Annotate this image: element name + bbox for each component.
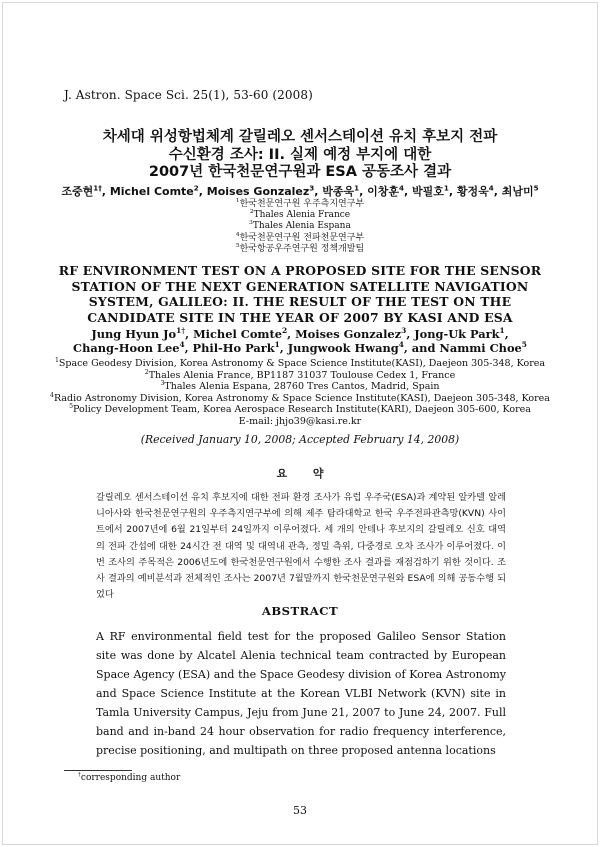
affiliation-text: 한국천문연구원 전파천문연구부 <box>239 232 365 243</box>
korean-affiliation <box>40 221 560 232</box>
english-title-line-1: RF ENVIRONMENT TEST ON A PROPOSED SITE FOR THE SENSOR <box>58 263 542 278</box>
korean-abstract-heading: 요 약 <box>276 467 324 480</box>
received-dates: (Received January 10, 2008; Accepted February 14, 2008) <box>140 433 460 446</box>
author-superscript: 2 <box>281 326 288 336</box>
footnote-text: corresponding author <box>80 773 181 783</box>
affiliation-superscript: 1 <box>235 198 240 204</box>
affiliation-superscript: 2 <box>249 209 254 216</box>
korean-author: Michel Comte <box>109 185 194 198</box>
author-superscript: 3 <box>401 326 407 336</box>
affiliation-text: Thales Alenia France, BP1187 31037 Toulouse Cedex 1, France <box>148 369 456 381</box>
author-superscript: 4 <box>399 183 405 193</box>
korean-author: 이창훈 <box>367 185 400 198</box>
page-number: 53 <box>293 804 307 817</box>
english-author: Nammi Choe <box>439 341 522 355</box>
affiliation-text: Space Geodesy Division, Korea Astronomy & Space Science Institute(KASI), Daejeon 305-348, Korea <box>58 358 546 369</box>
korean-affiliation <box>40 244 560 255</box>
affiliation-superscript: 1 <box>54 356 59 364</box>
english-author: Moises Gonzalez <box>295 327 402 341</box>
korean-author: 박필호 <box>412 185 444 198</box>
author-superscript: 1 <box>443 183 449 193</box>
english-affiliation <box>20 393 580 405</box>
korean-affiliation <box>40 233 560 244</box>
korean-author: 황정욱 <box>456 185 489 198</box>
korean-author-list: 조중현$^{1\dagger}$, Michel Comte$^2$, Moises Gonzalez$^3$, 박종욱$^1$, 이창훈$^4$, 박필호$^1$, 황정욱$^4$, 최남미$^5$ <box>61 183 539 198</box>
korean-affiliation <box>40 199 560 210</box>
english-affiliation <box>20 370 580 382</box>
english-author-list <box>40 327 560 355</box>
author-superscript: 4 <box>398 340 404 350</box>
footnote <box>78 773 180 783</box>
korean-author: 조중현 <box>61 185 94 198</box>
english-affiliation <box>20 358 580 370</box>
author-superscript: 1† <box>176 326 186 336</box>
author-superscript: 1 <box>274 340 280 350</box>
korean-author: 최남미 <box>501 185 534 198</box>
affiliation-text: Thales Alenia Espana, 28760 Tres Cantos, Madrid, Spain <box>164 381 440 392</box>
english-abstract-body <box>96 627 506 760</box>
journal-reference: J. Astron. Space Sci. 25(1), 53-60 (2008) <box>64 88 313 102</box>
english-author: Michel Comte <box>193 327 282 341</box>
english-affiliation <box>20 404 580 416</box>
english-abstract-text: A RF environmental field test for the proposed Galileo Sensor Station site was done by Alcatel Alenia technical team contracted by European Space Agency (ESA) and the Space Geodesy division of Korea Astronomy and Space Science Institute at the Korean VLBI Network (KVN) site in Tamla University Campus, Jeju from June 21, 2007 to June 24, 2007. Full band and in-band 24 hour observation for radio frequency interference, precise positioning, and multipath on three proposed antenna locations <box>96 630 506 757</box>
affiliation-text: Thales Alenia Espana <box>252 221 351 232</box>
affiliation-text: 한국항공우주연구원 정책개발팀 <box>239 243 365 254</box>
english-author: Chang-Hoon Lee <box>73 341 180 355</box>
author-superscript: 1 <box>354 183 360 193</box>
affiliation-text: Thales Alenia France <box>253 210 351 221</box>
footnote-mark: † <box>78 772 81 778</box>
english-title-line-4: CANDIDATE SITE IN THE YEAR OF 2007 BY KASI AND ESA <box>87 309 513 325</box>
korean-author: 박종욱 <box>322 185 355 198</box>
author-superscript: 4 <box>488 183 494 193</box>
english-author: Phil-Ho Park <box>192 341 275 355</box>
english-title-line-2: STATION OF THE NEXT GENERATION SATELLITE NAVIGATION <box>71 278 529 294</box>
affiliation-text: 한국천문연구원 우주측지연구부 <box>239 199 365 209</box>
affiliation-superscript: 3 <box>249 220 253 227</box>
korean-affiliations <box>40 199 560 255</box>
author-superscript: 3 <box>309 183 315 193</box>
email-address: E-mail: jhjo39@kasi.re.kr <box>238 415 362 427</box>
english-author: Jungwook Hwang <box>287 341 399 355</box>
korean-title-line-3: 2007년 한국천문연구원과 ESA 공동조사 결과 <box>148 164 452 180</box>
author-superscript: 4 <box>179 340 185 350</box>
korean-abstract-body: 갈릴레오 센서스테이션 유치 후보지에 대한 전파 환경 조사가 유럽 우주국(ESA)과 계약된 알카텔 알레니아사와 한국천문연구원의 우주측지연구부에 의해 제주 탐라대학교 한국 우주전파관측망(KVN) 사이트에서 2007년에 6월 21일부터 24일까지 이루어졌다. 세 개의 안테나 후보지의 갈릴레오 신호 대역의 전파 간섭에 대한 24시간 전 대역 및 대역내 관측, 정밀 측위, 다중경로 오차 조사가 이루어졌다. 이번 조사의 주목적은 2006년도에 한국천문연구원에서 수행한 조사 결과를 재점검하기 위한 것이다. 조사 결과의 예비분석과 전체적인 조사는 2007년 7월말까지 한국천문연구원와 ESA에 의해 공동수행 되었다 <box>96 492 506 601</box>
korean-affiliation <box>40 210 560 221</box>
affiliation-superscript: 2 <box>144 368 149 376</box>
affiliation-text: Policy Development Team, Korea Aerospace Research Institute(KARI), Daejeon 305-600, Korea <box>73 404 531 415</box>
english-affiliation <box>20 381 580 393</box>
affiliation-superscript: 3 <box>160 379 165 387</box>
english-author: Jung Hyun Jo <box>91 327 177 341</box>
affiliation-superscript: 5 <box>235 242 240 249</box>
english-authors-line-2: Chang-Hoon Lee$^4$, Phil-Ho Park$^1$, Jungwook Hwang$^4$, and Nammi Choe$^5$ <box>73 340 527 355</box>
author-superscript: 1† <box>93 183 102 193</box>
affiliation-superscript: 4 <box>235 231 240 238</box>
korean-author: Moises Gonzalez <box>206 185 310 198</box>
author-superscript: 2 <box>193 183 199 193</box>
author-superscript: 1 <box>499 326 505 336</box>
english-affiliations <box>20 358 580 427</box>
korean-title-line-1: 차세대 위성항법체계 갈릴레오 센서스테이션 유치 후보지 전파 <box>102 129 498 145</box>
abstract-heading: ABSTRACT <box>261 604 339 618</box>
korean-title-line-2: 수신환경 조사: II. 실제 예정 부지에 대한 <box>168 146 432 163</box>
korean-title <box>40 129 560 182</box>
english-author: Jong-Uk Park <box>414 327 500 341</box>
english-authors-line-1: Jung Hyun $Jo^{1\dagger}$, Michel Comte$^2$, Moises Gonzalez$^3$, Jong-Uk Park$^1$, <box>91 326 509 341</box>
author-superscript: 5 <box>533 183 539 193</box>
author-superscript: 5 <box>521 340 527 350</box>
english-title <box>40 263 560 325</box>
affiliation-superscript: 4 <box>50 391 54 399</box>
footnote-rule <box>64 770 132 771</box>
affiliation-superscript: 5 <box>69 402 73 410</box>
affiliation-text: Radio Astronomy Division, Korea Astronomy & Space Science Institute(KASI), Daejeon 305-348, Korea <box>53 392 550 404</box>
english-title-line-3: SYSTEM, GALILEO: II. THE RESULT OF THE TEST ON THE <box>88 294 512 309</box>
